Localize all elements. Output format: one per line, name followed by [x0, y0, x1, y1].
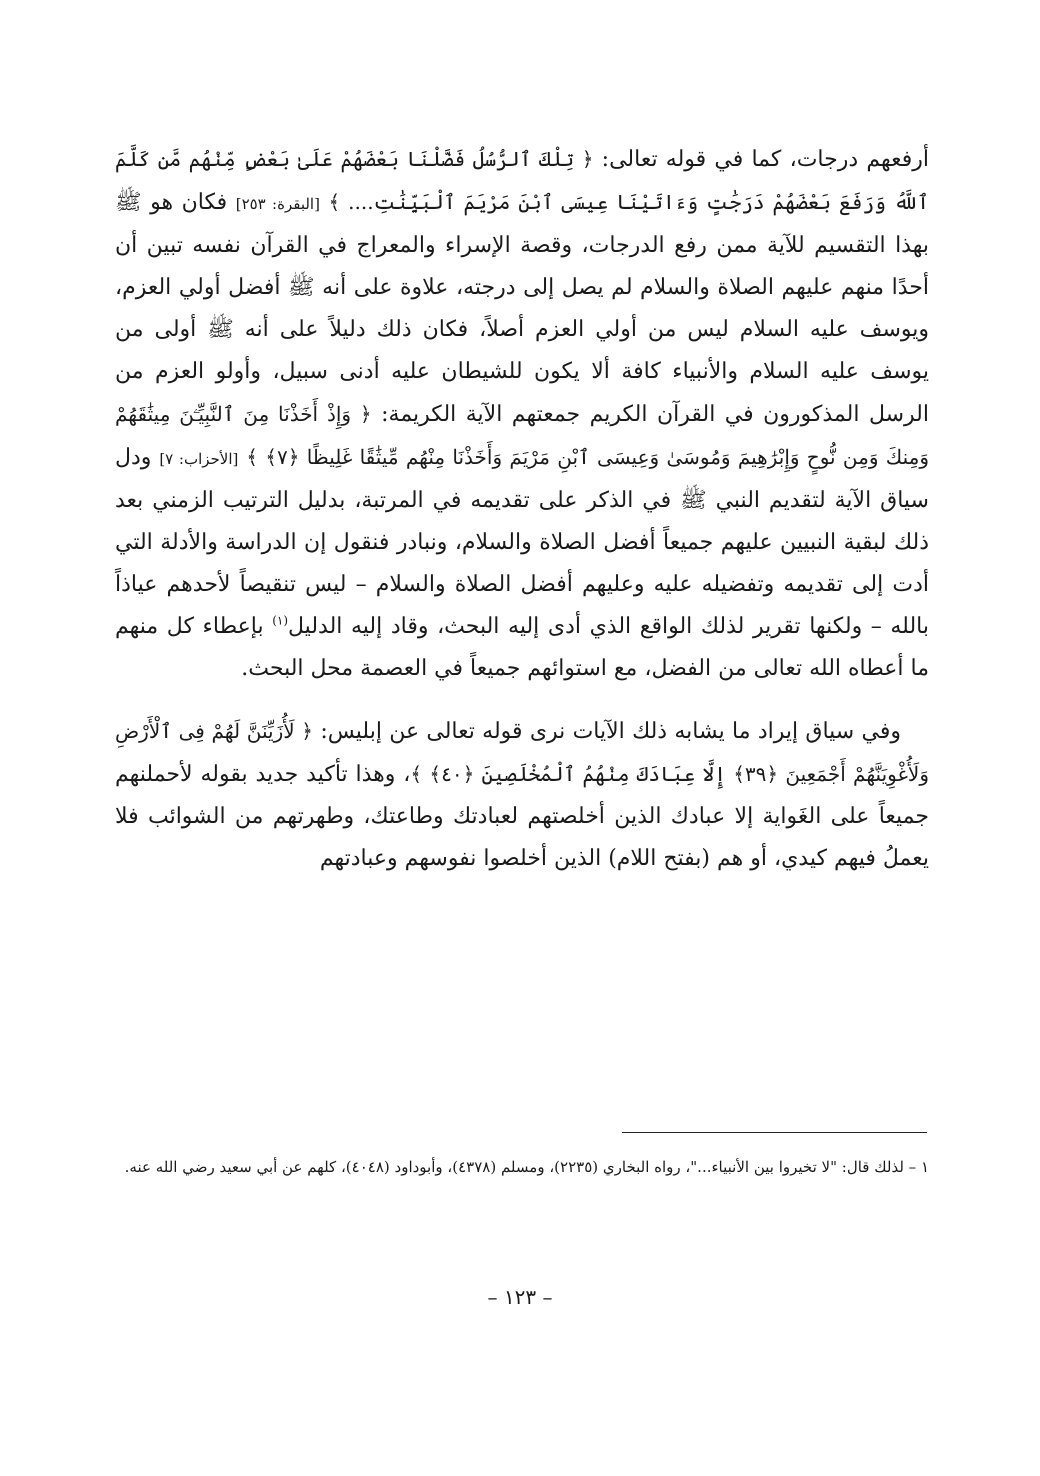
paragraph-1 [115, 138, 929, 690]
verse-reference-ahzab: [الأحزاب: ٧] [159, 450, 239, 468]
quran-verse-hijr: ﴿ لَأُزَيِّنَنَّ لَهُمْ فِى ٱلْأَرْضِ وَلَأُغْوِيَنَّهُمْ أَجْمَعِينَ ﴿٣٩﴾ إِلَّا عِبَادَكَ مِنْهُمُ ٱلْمُخْلَصِينَ ﴿٤٠﴾ ﴾ [115, 719, 929, 786]
paragraph-1-text-b: ودل سياق الآية لتقديم النبي ﷺ في الذكر على تقديمه في المرتبة، بدليل الترتيب الزمني بعد ذلك لبقية النبيين عليهم جميعاً أفضل الصلاة والسلام، ونبادر فنقول إن الدراسة والأدلة التي أدت إلى تقديمه وتفضيله عليه وعليهم أفضل الصلاة والسلام – ليس تنقيصاً لأحدهم عياذاً بالله – ولكنها تقرير لذلك الواقع الذي أدى إليه البحث، وقاد إليه الدليل [115, 445, 929, 639]
verse-reference-baqarah: [البقرة: ٢٥٣] [235, 195, 320, 213]
paragraph-1-text-c: بإعطاء كل منهم ما أعطاه الله تعالى من الفضل، مع استوائهم جميعاً في العصمة محل البحث. [115, 614, 929, 681]
paragraph-2 [115, 710, 929, 880]
paragraph-1-text-a: فكان هو ﷺ بهذا التقسيم للآية ممن رفع الدرجات، وقصة الإسراء والمعراج في القرآن نفسه تبين أن أحدًا منهم عليهم الصلاة والسلام لم يصل إلى درجته، علاوة على أنه ﷺ أفضل أولي العزم، ويوسف عليه السلام ليس من أولي العزم أصلاً، فكان ذلك دليلاً على أنه ﷺ أولى من يوسف عليه السلام والأنبياء كافة ألا يكون للشيطان عليه أدنى سبيل، وأولو العزم من الرسل المذكورون في القرآن الكريم جمعتهم الآية الكريمة: [115, 190, 929, 427]
paragraph-1-intro: أرفعهم درجات، كما في قوله تعالى: [593, 147, 929, 172]
footnote-marker[interactable]: (١) [272, 613, 289, 628]
paragraph-2-intro: وفي سياق إيراد ما يشابه ذلك الآيات نرى قوله تعالى عن إبليس: [313, 719, 901, 744]
footnote: ١ – لذلك قال: "لا تخيروا بين الأنبياء..."، رواه البخاري (٢٢٣٥)، ومسلم (٤٣٧٨)، وأبوداود (٤٠٤٨)، كلهم عن أبي سعيد رضي الله عنه. [124, 1158, 929, 1176]
quran-verse-baqarah: ﴿ تِلْكَ ٱلرُّسُلُ فَضَّلْنَا بَعْضَهُمْ عَلَىٰ بَعْضٍ مِّنْهُم مَّن كَلَّمَ ٱللَّهُ وَرَفَعَ بَعْضَهُمْ دَرَجَٰتٍ وَءَاتَيْنَا عِيسَى ٱبْنَ مَرْيَمَ ٱلْبَيِّنَٰتِ.... ﴾ [115, 147, 929, 214]
footnote-divider [622, 1132, 927, 1133]
body-text [115, 138, 929, 880]
page-number: – ١٢٣ – [487, 1285, 553, 1309]
quran-verse-ahzab: ﴿ وَإِذْ أَخَذْنَا مِنَ ٱلنَّبِيِّـۧنَ مِيثَٰقَهُمْ وَمِنكَ وَمِن نُّوحٍ وَإِبْرَٰهِيمَ وَمُوسَىٰ وَعِيسَى ٱبْنِ مَرْيَمَ وَأَخَذْنَا مِنْهُم مِّيثَٰقًا غَلِيظًا ﴿٧﴾ ﴾ [115, 402, 929, 469]
paragraph-2-text: ، وهذا تأكيد جديد بقوله لأحملنهم جميعاً على الغَواية إلا عبادك الذين أخلصتهم لعبادتك وطاعتك، وطهرتهم من الشوائب فلا يعملُ فيهم كيدي، أو هم (بفتح اللام) الذين أخلصوا نفوسهم وعبادتهم [115, 762, 929, 871]
